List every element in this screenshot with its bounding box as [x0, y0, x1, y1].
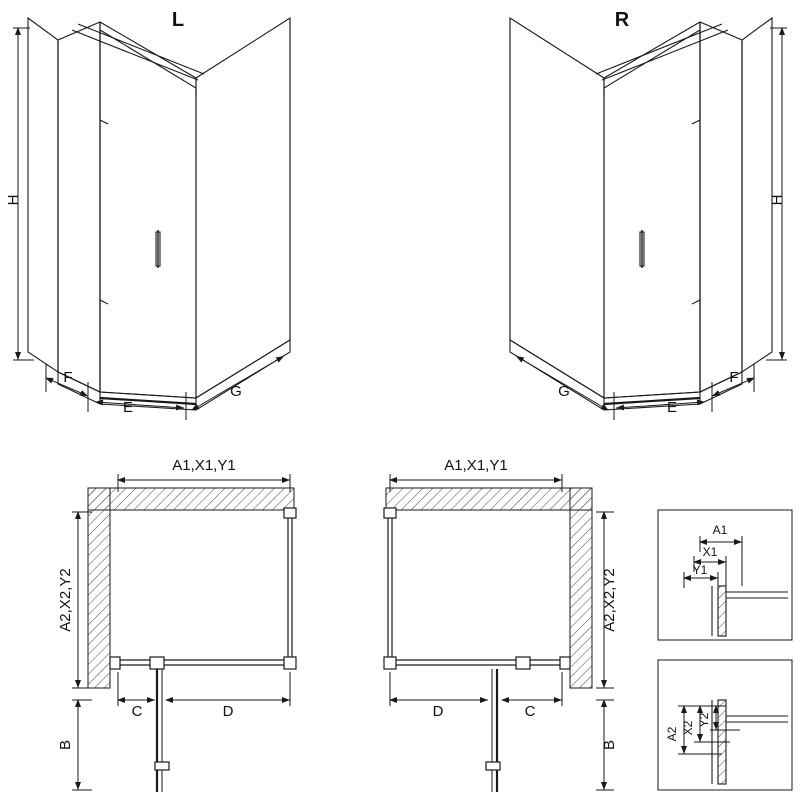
label-H-right: H [769, 194, 786, 206]
label-F-right: F [729, 369, 739, 386]
label-G-right: G [558, 383, 570, 400]
label-H-left: H [5, 194, 22, 206]
plan-right-dim-C: C [524, 703, 536, 720]
plan-left-side-dim: A2,X2,Y2 [57, 568, 74, 632]
detail-top-label-A1: A1 [712, 523, 728, 537]
plan-left-top-dim: A1,X1,Y1 [172, 457, 236, 474]
detail-top-label-Y1: Y1 [692, 563, 708, 577]
label-E-left: E [122, 399, 134, 416]
dimension-H-left [13, 28, 34, 360]
dimension-H-right [766, 28, 787, 360]
plan-view-left [88, 488, 296, 792]
plan-right-dim-D: D [432, 703, 444, 720]
detail-bottom-label-X2: X2 [681, 720, 695, 736]
label-E-right: E [666, 399, 678, 416]
variant-label-R: R [614, 9, 630, 31]
detail-top-label-X1: X1 [702, 545, 718, 559]
detail-view-bottom [658, 660, 792, 790]
plan-right-side-dim: A2,X2,Y2 [601, 568, 618, 632]
detail-bottom-label-A2: A2 [665, 726, 679, 742]
iso-view-left [28, 18, 290, 410]
plan-left-dim-C: C [131, 703, 143, 720]
plan-left-dim-D: D [222, 703, 234, 720]
detail-view-top [658, 510, 792, 640]
plan-left-dim-B: B [57, 739, 74, 751]
variant-label-L: L [171, 9, 185, 31]
plan-view-right [384, 488, 592, 792]
label-G-left: G [230, 383, 242, 400]
detail-bottom-label-Y2: Y2 [697, 712, 711, 728]
plan-right-top-dim: A1,X1,Y1 [444, 457, 508, 474]
iso-view-right [510, 18, 772, 410]
plan-right-dim-B: B [601, 739, 618, 751]
label-F-left: F [63, 369, 73, 386]
